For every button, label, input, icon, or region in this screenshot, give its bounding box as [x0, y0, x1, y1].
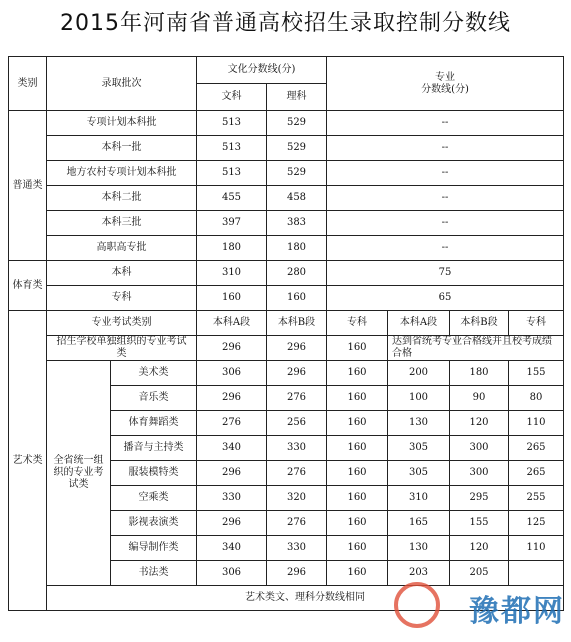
watermark-logo: [394, 582, 440, 628]
art-unified-label: 全省统一组织的专业考试类: [47, 361, 111, 586]
art-header: 专科: [509, 311, 564, 336]
art-header: 本科B段: [450, 311, 509, 336]
score-value: 276: [197, 411, 267, 436]
score-value: 160: [327, 386, 388, 411]
score-li: 383: [267, 211, 327, 236]
score-value: 306: [197, 361, 267, 386]
score-value: 120: [450, 536, 509, 561]
score-value: 205: [450, 561, 509, 586]
score-value: 120: [450, 411, 509, 436]
score-value: 296: [267, 336, 327, 361]
score-value: 130: [388, 536, 450, 561]
score-wen: 455: [197, 186, 267, 211]
score-value: 160: [327, 436, 388, 461]
score-value: 165: [388, 511, 450, 536]
category-sports: 体育类: [9, 261, 47, 311]
score-value: 340: [197, 536, 267, 561]
score-major: --: [327, 236, 564, 261]
score-value: 110: [509, 536, 564, 561]
score-li: 529: [267, 111, 327, 136]
score-value: 90: [450, 386, 509, 411]
art-category-name: 美术类: [111, 361, 197, 386]
score-wen: 513: [197, 111, 267, 136]
score-value: 110: [509, 411, 564, 436]
batch-name: 本科一批: [47, 136, 197, 161]
score-major: 65: [327, 286, 564, 311]
score-value: 306: [197, 561, 267, 586]
batch-name: 高职高专批: [47, 236, 197, 261]
watermark: 豫都网: [469, 594, 565, 629]
score-major: --: [327, 136, 564, 161]
batch-name: 专科: [47, 286, 197, 311]
score-value: 180: [450, 361, 509, 386]
score-major: 75: [327, 261, 564, 286]
art-category-name: 播音与主持类: [111, 436, 197, 461]
score-value: 300: [450, 461, 509, 486]
table-row: [9, 236, 564, 261]
score-value: 330: [197, 486, 267, 511]
score-value: 310: [388, 486, 450, 511]
score-value: 276: [267, 461, 327, 486]
score-value: 265: [509, 461, 564, 486]
table-row: [9, 186, 564, 211]
score-value: 160: [327, 336, 388, 361]
score-wen: 180: [197, 236, 267, 261]
score-value: 296: [267, 361, 327, 386]
score-wen: 310: [197, 261, 267, 286]
art-category-name: 体育舞蹈类: [111, 411, 197, 436]
score-major: 达到省统考专业合格线并且校考成绩合格: [388, 336, 564, 361]
score-li: 180: [267, 236, 327, 261]
score-value: 296: [267, 561, 327, 586]
table-row: [9, 261, 564, 286]
art-header: 本科A段: [388, 311, 450, 336]
score-major: --: [327, 161, 564, 186]
table-row: [9, 57, 564, 84]
score-value: 80: [509, 386, 564, 411]
art-category-name: 音乐类: [111, 386, 197, 411]
batch-name: 地方农村专项计划本科批: [47, 161, 197, 186]
table-row: [9, 111, 564, 136]
batch-name: 本科: [47, 261, 197, 286]
score-value: 155: [509, 361, 564, 386]
page-title: 2015年河南省普通高校招生录取控制分数线: [60, 11, 511, 36]
category-general: 普通类: [9, 111, 47, 261]
art-category-name: 书法类: [111, 561, 197, 586]
batch-name: 招生学校单独组织的专业考试类: [47, 336, 197, 361]
category-art: 艺术类: [9, 311, 47, 611]
score-value: 125: [509, 511, 564, 536]
score-value: 160: [327, 511, 388, 536]
score-value: 276: [267, 511, 327, 536]
score-wen: 160: [197, 286, 267, 311]
score-value: 160: [327, 561, 388, 586]
art-category-name: 服装模特类: [111, 461, 197, 486]
score-value: 305: [388, 461, 450, 486]
score-wen: 513: [197, 161, 267, 186]
score-table: [8, 56, 564, 611]
score-value: 160: [327, 411, 388, 436]
header-wenke: 文科: [197, 84, 267, 111]
score-value: 203: [388, 561, 450, 586]
score-li: 529: [267, 136, 327, 161]
header-culture: 文化分数线(分): [197, 57, 327, 84]
batch-name: 专项计划本科批: [47, 111, 197, 136]
table-row: [9, 211, 564, 236]
score-li: 160: [267, 286, 327, 311]
score-major: --: [327, 211, 564, 236]
score-value: 276: [267, 386, 327, 411]
score-value: 296: [197, 386, 267, 411]
art-header: 专业考试类别: [47, 311, 197, 336]
score-li: 280: [267, 261, 327, 286]
batch-name: 本科三批: [47, 211, 197, 236]
table-row: [9, 336, 564, 361]
score-value: 330: [267, 436, 327, 461]
header-major: [327, 57, 564, 111]
header-major-unit: 分数线(分): [421, 83, 469, 95]
table-row: [9, 286, 564, 311]
art-category-name: 编导制作类: [111, 536, 197, 561]
score-wen: 513: [197, 136, 267, 161]
score-major: --: [327, 186, 564, 211]
art-note: 艺术类文、理科分数线相同: [47, 586, 564, 611]
score-value: 295: [450, 486, 509, 511]
score-value: 200: [388, 361, 450, 386]
score-value: 320: [267, 486, 327, 511]
score-li: 529: [267, 161, 327, 186]
score-value: 340: [197, 436, 267, 461]
header-like: 理科: [267, 84, 327, 111]
score-value: 296: [197, 511, 267, 536]
art-category-name: 空乘类: [111, 486, 197, 511]
score-value: 160: [327, 536, 388, 561]
score-value: 296: [197, 336, 267, 361]
art-header: 本科B段: [267, 311, 327, 336]
score-value: 305: [388, 436, 450, 461]
score-value: 160: [327, 461, 388, 486]
score-value: 130: [388, 411, 450, 436]
score-value: 296: [197, 461, 267, 486]
score-li: 458: [267, 186, 327, 211]
score-value: 300: [450, 436, 509, 461]
art-header: 专科: [327, 311, 388, 336]
score-value: 100: [388, 386, 450, 411]
score-major: --: [327, 111, 564, 136]
header-major-label: 专业: [435, 71, 455, 83]
batch-name: 本科二批: [47, 186, 197, 211]
header-category: 类别: [9, 57, 47, 111]
score-value: 265: [509, 436, 564, 461]
score-value: 330: [267, 536, 327, 561]
art-category-name: 影视表演类: [111, 511, 197, 536]
score-value: 256: [267, 411, 327, 436]
table-row: [9, 161, 564, 186]
table-row: [9, 311, 564, 336]
score-wen: 397: [197, 211, 267, 236]
header-batch: 录取批次: [47, 57, 197, 111]
score-value: 255: [509, 486, 564, 511]
table-row: [9, 136, 564, 161]
art-header: 本科A段: [197, 311, 267, 336]
score-value: 160: [327, 361, 388, 386]
score-value: 160: [327, 486, 388, 511]
table-row: [9, 361, 564, 386]
score-value: [509, 561, 564, 586]
score-value: 155: [450, 511, 509, 536]
